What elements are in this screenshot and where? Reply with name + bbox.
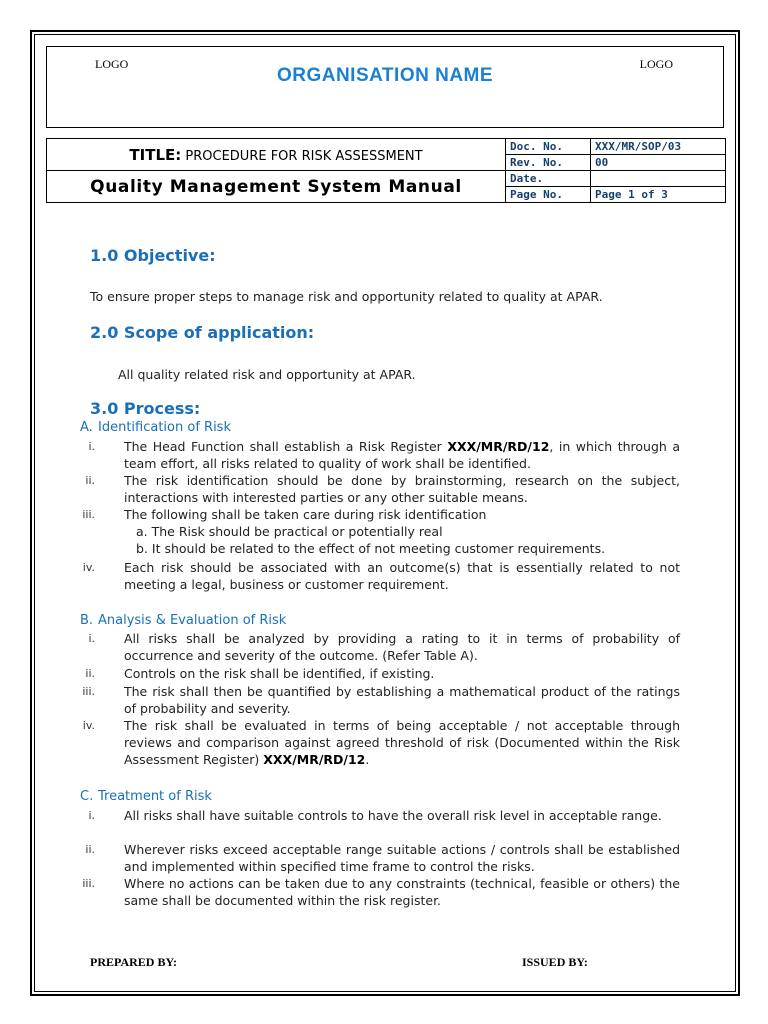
risk-register-code: XXX/MR/RD/12: [263, 752, 366, 767]
objective-text: To ensure proper steps to manage risk and opportunity related to quality at APAR.: [90, 289, 603, 304]
title-label: TITLE:: [129, 145, 182, 164]
issued-by-label: ISSUED BY:: [522, 955, 588, 969]
page-no-value: Page 1 of 3: [591, 187, 726, 203]
list-item: ii. Controls on the risk shall be identified, if existing.: [85, 666, 435, 681]
doc-no-label: Doc. No.: [506, 139, 591, 155]
organisation-name: ORGANISATION NAME: [276, 65, 494, 86]
logo-right: LOGO: [639, 57, 673, 71]
scope-heading: 2.0 Scope of application:: [90, 323, 315, 342]
date-label: Date.: [506, 171, 591, 187]
list-item: iii. The risk shall then be quantified by establishing a mathematical product of the ratings of probability and severity.: [82, 684, 680, 716]
logo-left: LOGO: [95, 57, 129, 71]
list-item: ii. Wherever risks exceed acceptable range suitable actions / controls shall be established and implemented within specified time frame to control the risks.: [85, 842, 680, 874]
rev-no-value: 00: [591, 155, 726, 171]
title-cell: [47, 139, 506, 171]
list-item: iv. The risk shall be evaluated in terms of being acceptable / not acceptable through reviews and comparison against agreed threshold of risk (Documented within the Risk Assessment Register) XXX/MR/RD/12.: [82, 718, 680, 767]
list-item: i. All risks shall have suitable controls to have the overall risk level in acceptable range.: [88, 808, 662, 823]
list-item: iii. Where no actions can be taken due to any constraints (technical, feasible or others) the same shall be documented within the risk register.: [82, 876, 680, 908]
list-item: iii. The following shall be taken care during risk identification: [82, 507, 487, 522]
rev-no-label: Rev. No.: [506, 155, 591, 171]
doc-no-value: XXX/MR/SOP/03: [591, 139, 726, 155]
list-item: ii. The risk identification should be done by brainstorming, research on the subject, interactions with interested parties or any other suitable means.: [85, 473, 680, 505]
prepared-by-label: PREPARED BY:: [90, 955, 178, 969]
manual-title: Quality Management System Manual: [47, 171, 506, 203]
sub-list-item: a. The Risk should be practical or potentially real: [136, 524, 443, 539]
subsection-a-heading: A. Identification of Risk: [80, 420, 231, 435]
risk-register-code: XXX/MR/RD/12: [447, 439, 550, 454]
subsection-c-heading: C. Treatment of Risk: [80, 789, 212, 804]
title-block: [46, 138, 726, 203]
list-item: i. All risks shall be analyzed by providing a rating to it in terms of probability of occurrence and severity of the outcome. (Refer Table A).: [88, 631, 680, 663]
document-header: [46, 46, 724, 128]
page-no-label: Page No.: [506, 187, 591, 203]
process-heading: 3.0 Process:: [90, 399, 201, 418]
list-item: i. The Head Function shall establish a Risk Register XXX/MR/RD/12, in which through a team effort, all risks related to quality of work shall be identified.: [88, 439, 680, 471]
date-value: [591, 171, 726, 187]
subsection-b-heading: B. Analysis & Evaluation of Risk: [80, 613, 287, 628]
list-item: iv. Each risk should be associated with an outcome(s) that is essentially related to not meeting a legal, business or customer requirement.: [82, 560, 680, 592]
title-text: PROCEDURE FOR RISK ASSESSMENT: [185, 148, 423, 164]
scope-text: All quality related risk and opportunity at APAR.: [118, 367, 416, 382]
sub-list-item: b. It should be related to the effect of not meeting customer requirements.: [136, 541, 606, 556]
objective-heading: 1.0 Objective:: [90, 246, 216, 265]
